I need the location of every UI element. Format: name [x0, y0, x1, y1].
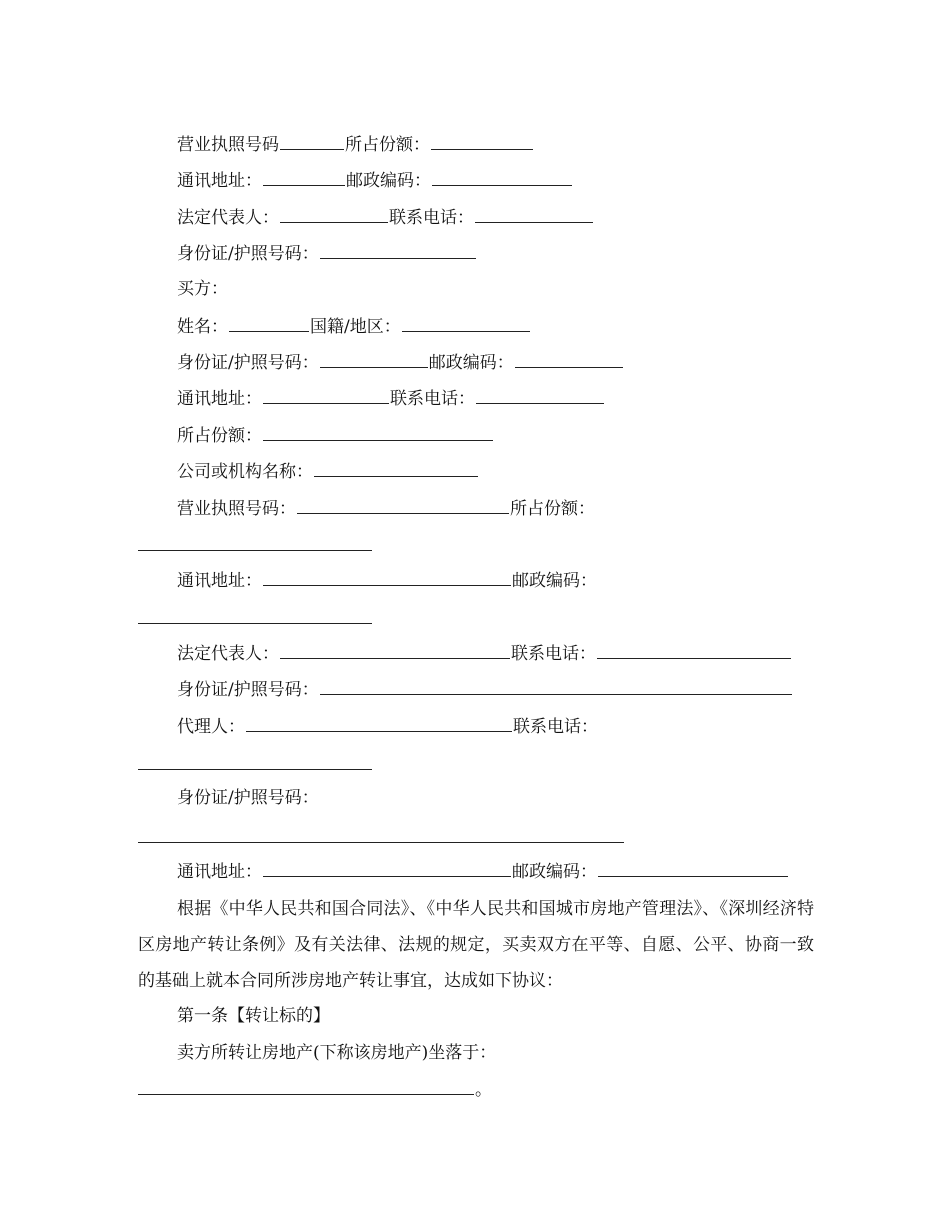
agent-id-label: 身份证/护照号码： [177, 788, 319, 808]
buyer-legal-rep-row [0, 641, 950, 666]
license-blank[interactable] [280, 132, 344, 150]
location-label: 卖方所转让房地产(下称该房地产)坐落于： [177, 1043, 497, 1063]
legal-rep-label: 法定代表人： [177, 208, 279, 228]
phone-label: 联系电话： [390, 389, 475, 409]
license-label: 营业执照号码： [177, 499, 296, 519]
postcode-label: 邮政编码： [346, 171, 431, 191]
legal-rep-label: 法定代表人： [177, 644, 279, 664]
location-blank[interactable] [138, 1077, 474, 1095]
license-blank[interactable] [297, 496, 509, 514]
article1-location-row [0, 1041, 950, 1065]
preamble-paragraph: 根据《中华人民共和国合同法》、《中华人民共和国城市房地产管理法》、《深圳经济特区房地产转让条例》及有关法律、法规的规定，买卖双方在平等、自愿、公平、协商一致的基础上就本合同所涉房地产转让事宜，达成如下协议： [138, 899, 814, 991]
name-blank[interactable] [229, 314, 309, 332]
license-label: 营业执照号码 [177, 135, 279, 155]
buyer-address-row [0, 386, 950, 411]
nationality-label: 国籍/地区： [310, 317, 401, 337]
legal-rep-blank[interactable] [280, 205, 388, 223]
nationality-blank[interactable] [402, 314, 530, 332]
phone-label: 联系电话： [389, 208, 474, 228]
name-label: 姓名： [177, 317, 228, 337]
agent-phone-blank[interactable] [138, 769, 372, 770]
postcode2-blank[interactable] [138, 623, 372, 624]
buyer-share-row [0, 423, 950, 448]
id2-blank[interactable] [320, 677, 792, 695]
share2-blank[interactable] [138, 550, 372, 551]
agent-address-label: 通讯地址： [177, 862, 262, 882]
phone-blank[interactable] [476, 386, 604, 404]
share2-label: 所占份额： [510, 499, 595, 519]
address2-label: 通讯地址： [177, 571, 262, 591]
agent-address-row [0, 859, 950, 884]
id-blank[interactable] [320, 350, 428, 368]
agent-label: 代理人： [177, 717, 245, 737]
buyer-heading: 买方： [177, 279, 228, 299]
agent-postcode-label: 邮政编码： [512, 862, 597, 882]
phone-blank[interactable] [475, 205, 593, 223]
end-mark: 。 [475, 1080, 492, 1100]
seller-license-row [0, 132, 950, 157]
company-label: 公司或机构名称： [177, 462, 313, 482]
seller-legal-rep-row [0, 205, 950, 230]
address-label: 通讯地址： [177, 171, 262, 191]
buyer-id-row [0, 350, 950, 375]
buyer-name-row [0, 314, 950, 339]
buyer-company-row [0, 459, 950, 484]
address-blank[interactable] [263, 168, 345, 186]
seller-address-row [0, 168, 950, 193]
seller-id-row [0, 241, 950, 266]
legal-rep-blank[interactable] [280, 641, 510, 659]
article1-title [0, 1004, 950, 1028]
company-blank[interactable] [314, 459, 478, 477]
id2-label: 身份证/护照号码： [177, 680, 319, 700]
postcode-blank[interactable] [432, 168, 572, 186]
agent-id-blank[interactable] [138, 842, 624, 843]
agent-blank[interactable] [246, 714, 512, 732]
share-label: 所占份额： [177, 426, 262, 446]
buyer-id2-row [0, 677, 950, 702]
agent-address-blank[interactable] [263, 859, 511, 877]
buyer-license-row [0, 496, 950, 521]
address2-blank[interactable] [263, 568, 511, 586]
agent-row [0, 714, 950, 739]
agent-phone-label: 联系电话： [513, 717, 598, 737]
phone2-label: 联系电话： [511, 644, 596, 664]
phone2-blank[interactable] [597, 641, 791, 659]
postcode-blank[interactable] [515, 350, 623, 368]
agent-postcode-blank[interactable] [598, 859, 788, 877]
id-label: 身份证/护照号码： [177, 244, 319, 264]
id-blank[interactable] [320, 241, 476, 259]
postcode-label: 邮政编码： [428, 353, 514, 373]
id-label: 身份证/护照号码： [177, 353, 319, 373]
agent-id-row [0, 786, 950, 810]
share-label: 所占份额： [345, 135, 430, 155]
address-label: 通讯地址： [177, 389, 262, 409]
address-blank[interactable] [263, 386, 389, 404]
buyer-heading-row [0, 277, 950, 301]
share-blank[interactable] [263, 423, 493, 441]
share-blank[interactable] [431, 132, 533, 150]
article1-heading: 第一条【转让标的】 [177, 1006, 330, 1026]
article1-location-blank-row [0, 1077, 950, 1102]
postcode2-label: 邮政编码： [512, 571, 597, 591]
buyer-address2-row [0, 568, 950, 593]
